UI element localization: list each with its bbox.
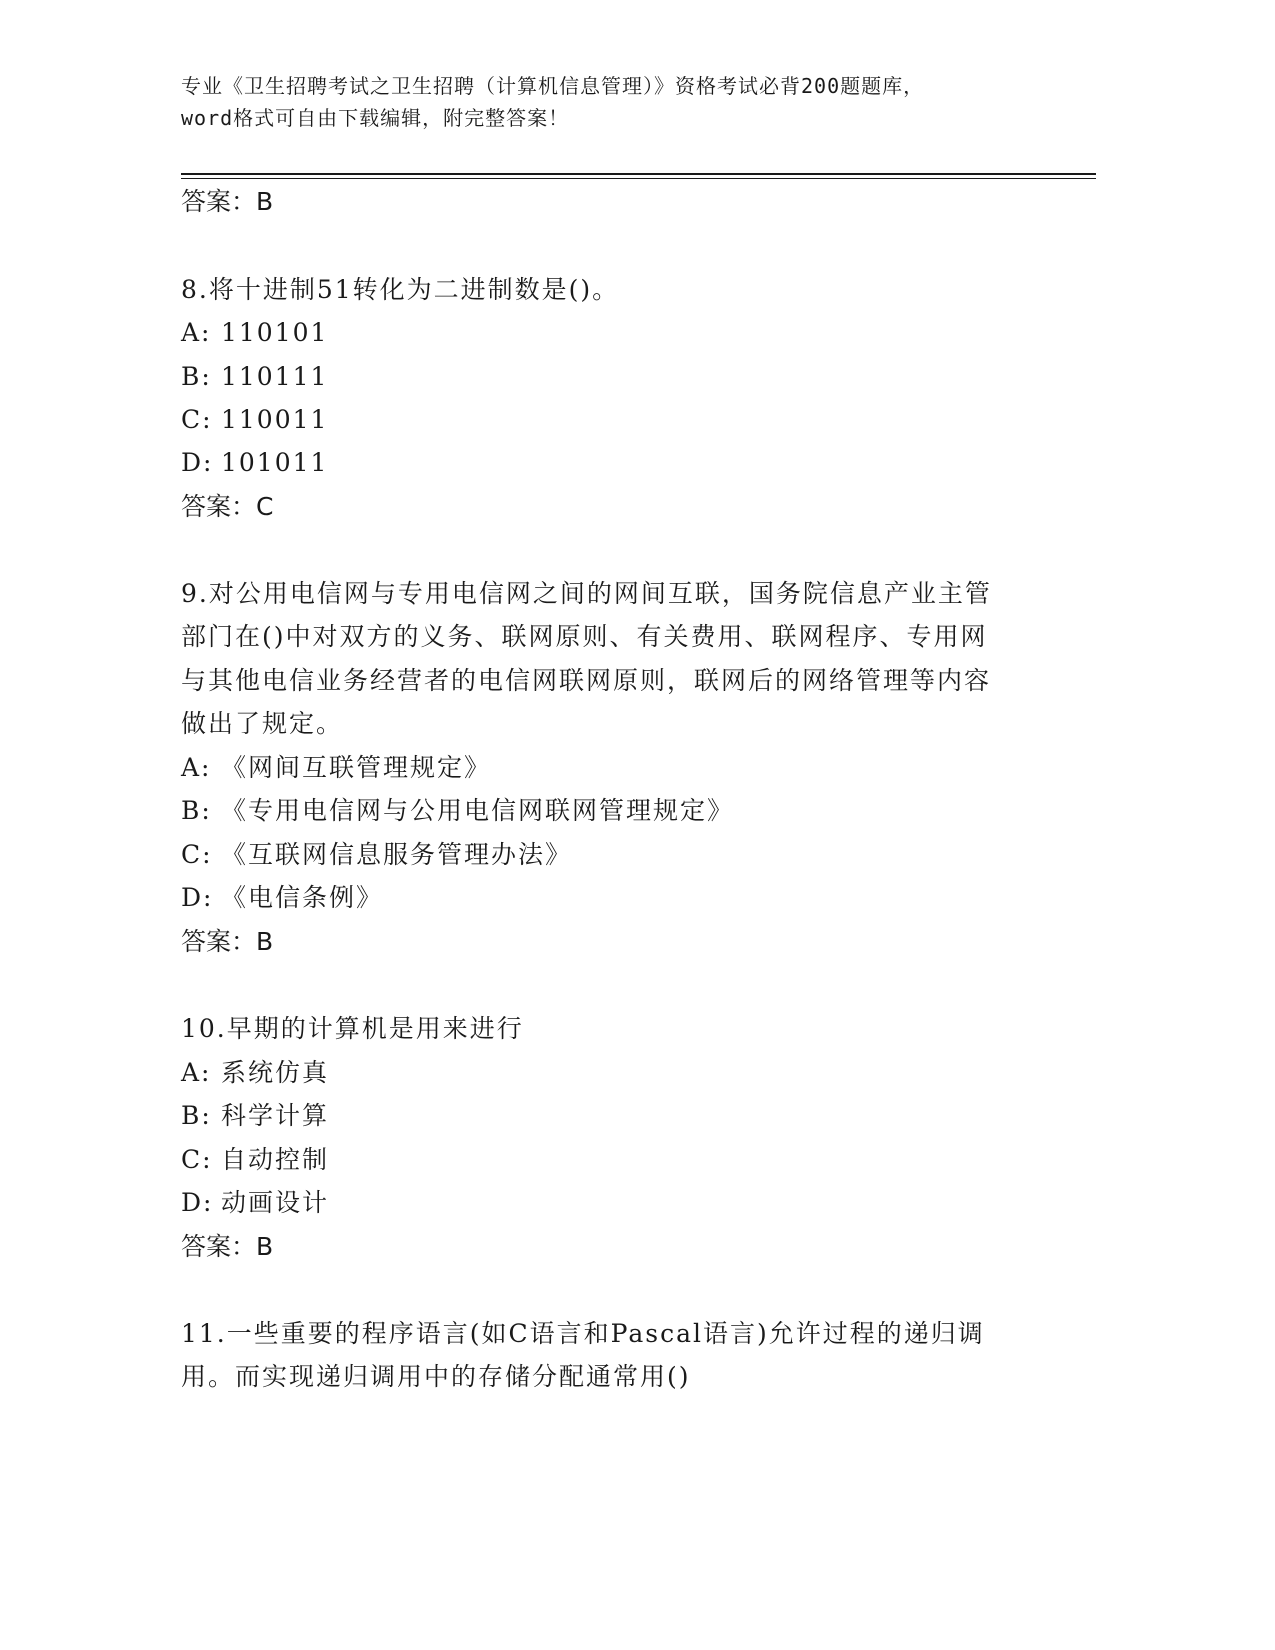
option-label: B:	[181, 796, 212, 825]
question-10-option-a	[181, 1058, 329, 1088]
option-text: 《电信条例》	[221, 883, 384, 912]
option-label: D:	[181, 883, 214, 912]
question-9-option-c	[181, 840, 572, 870]
question-8-answer: 答案：C	[181, 492, 274, 521]
option-text: 科学计算	[221, 1101, 330, 1130]
option-label: C:	[181, 405, 213, 434]
option-label: C:	[181, 1145, 213, 1174]
question-9-option-a	[181, 753, 491, 783]
option-label: A:	[181, 318, 212, 347]
question-8-option-c	[181, 405, 328, 435]
question-11-text-line-2: 用。而实现递归调用中的存储分配通常用()	[181, 1362, 691, 1391]
question-9-answer: 答案：B	[181, 927, 274, 956]
option-label: D:	[181, 1188, 214, 1217]
question-10-answer: 答案：B	[181, 1232, 274, 1261]
question-10-option-b	[181, 1101, 329, 1131]
document-header	[181, 70, 1061, 134]
option-text: 110111	[221, 362, 329, 391]
question-9-option-b	[181, 796, 734, 826]
option-text: 《专用电信网与公用电信网联网管理规定》	[221, 796, 735, 825]
option-label: A:	[181, 753, 212, 782]
question-9-text-line-4: 做出了规定。	[181, 709, 344, 738]
option-label: D:	[181, 448, 214, 477]
option-label: C:	[181, 840, 213, 869]
question-10-text: 10.早期的计算机是用来进行	[181, 1014, 524, 1043]
question-8-option-b	[181, 362, 328, 392]
option-text: 系统仿真	[221, 1058, 330, 1087]
option-text: 《网间互联管理规定》	[221, 753, 492, 782]
option-text: 自动控制	[221, 1145, 330, 1174]
question-9-text-line-3: 与其他电信业务经营者的电信网联网原则，联网后的网络管理等内容	[181, 666, 992, 695]
question-9-text-line-1: 9.对公用电信网与专用电信网之间的网间互联，国务院信息产业主管	[181, 579, 992, 608]
option-text: 101011	[221, 448, 329, 477]
option-label: B:	[181, 362, 212, 391]
question-8-text: 8.将十进制51转化为二进制数是()。	[181, 275, 620, 304]
question-8-option-d	[181, 448, 328, 478]
question-10-option-d	[181, 1188, 329, 1218]
question-10-option-c	[181, 1145, 329, 1175]
question-8-option-a	[181, 318, 328, 348]
header-title-line-1: 专业《卫生招聘考试之卫生招聘（计算机信息管理）》资格考试必背200题题库，	[181, 74, 925, 98]
question-9-text-line-2: 部门在()中对双方的义务、联网原则、有关费用、联网程序、专用网	[181, 622, 988, 651]
option-text: 110011	[221, 405, 329, 434]
question-11-text-line-1: 11.一些重要的程序语言(如C语言和Pascal语言)允许过程的递归调	[181, 1319, 985, 1348]
option-text: 《互联网信息服务管理办法》	[221, 840, 573, 869]
option-text: 110101	[221, 318, 329, 347]
option-label: B:	[181, 1101, 212, 1130]
header-title-line-2: word格式可自由下载编辑，附完整答案！	[181, 106, 570, 130]
answer-previous: 答案：B	[181, 187, 274, 216]
option-text: 动画设计	[221, 1188, 330, 1217]
question-9-option-d	[181, 883, 383, 913]
option-label: A:	[181, 1058, 212, 1087]
header-rule-thin	[181, 178, 1096, 179]
header-rule-thick	[181, 173, 1096, 175]
